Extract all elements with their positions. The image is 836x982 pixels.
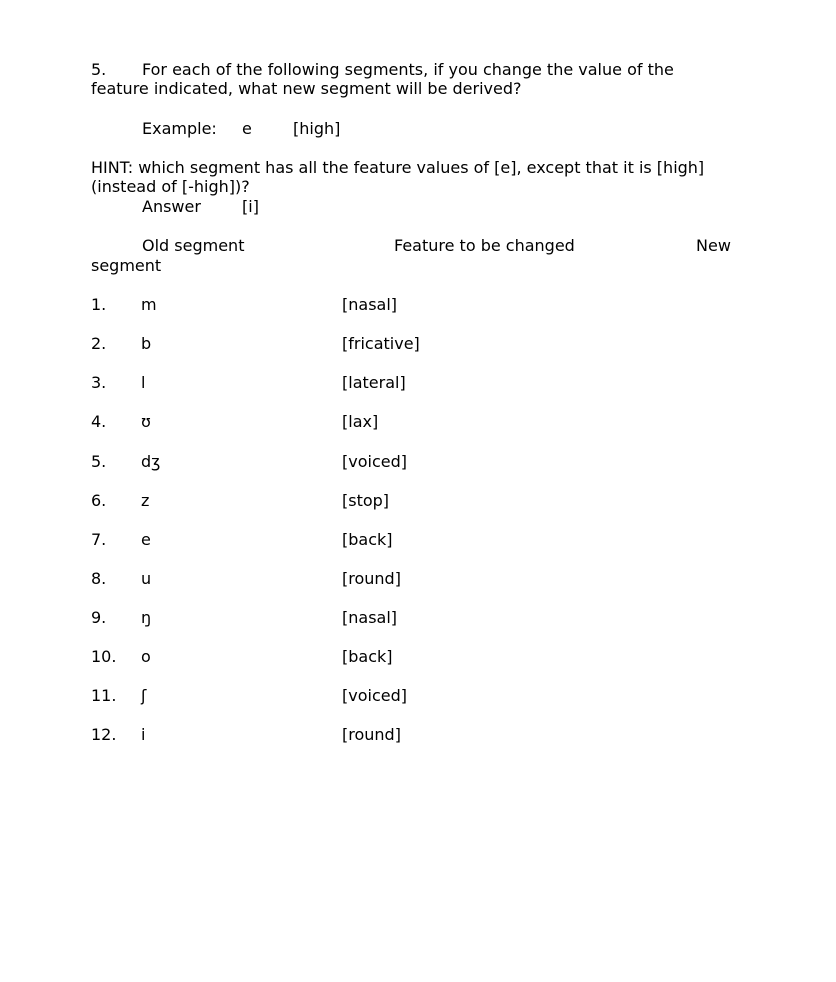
list-item	[91, 725, 751, 744]
list-item	[91, 569, 751, 588]
example-segment: e	[242, 119, 252, 138]
item-segment: o	[141, 647, 151, 666]
list-item	[91, 452, 751, 471]
list-item	[91, 608, 751, 627]
header-new: New	[696, 236, 731, 255]
item-segment: ʃ	[141, 686, 147, 705]
item-number: 4.	[91, 412, 107, 431]
item-segment: e	[141, 530, 151, 549]
item-feature: [voiced]	[342, 686, 407, 705]
item-feature: [lateral]	[342, 373, 406, 392]
question-number: 5.	[91, 60, 107, 79]
item-number: 1.	[91, 295, 107, 314]
list-item	[91, 647, 751, 666]
item-segment: u	[141, 569, 152, 588]
hint-line-2: (instead of [-high])?	[91, 177, 250, 196]
item-feature: [round]	[342, 569, 401, 588]
item-segment: l	[141, 373, 146, 392]
item-feature: [fricative]	[342, 334, 420, 353]
item-number: 7.	[91, 530, 107, 549]
question-line-1	[91, 60, 674, 79]
item-segment: m	[141, 295, 157, 314]
answer-label: Answer	[142, 197, 201, 216]
list-item	[91, 334, 751, 353]
item-segment: b	[141, 334, 152, 353]
list-item	[91, 491, 751, 510]
item-number: 6.	[91, 491, 107, 510]
question-text-2: feature indicated, what new segment will be derived?	[91, 79, 522, 98]
list-item	[91, 686, 751, 705]
item-segment: ŋ	[141, 608, 152, 627]
item-feature: [nasal]	[342, 295, 398, 314]
item-feature: [back]	[342, 530, 393, 549]
item-segment: i	[141, 725, 146, 744]
item-feature: [voiced]	[342, 452, 407, 471]
answer-value: [i]	[242, 197, 259, 216]
item-feature: [stop]	[342, 491, 390, 510]
item-segment: ʊ	[141, 412, 151, 431]
list-item	[91, 373, 751, 392]
item-feature: [round]	[342, 725, 401, 744]
header-old-segment: Old segment	[142, 236, 245, 255]
item-number: 9.	[91, 608, 107, 627]
example-feature: [high]	[293, 119, 341, 138]
item-number: 3.	[91, 373, 107, 392]
item-number: 2.	[91, 334, 107, 353]
item-feature: [nasal]	[342, 608, 398, 627]
example-label: Example:	[142, 119, 217, 138]
question-text-1: For each of the following segments, if you change the value of the	[142, 60, 674, 79]
hint-line-1: HINT: which segment has all the feature values of [e], except that it is [high]	[91, 158, 705, 177]
item-feature: [back]	[342, 647, 393, 666]
item-number: 12.	[91, 725, 117, 744]
list-item	[91, 295, 751, 314]
list-item	[91, 412, 751, 431]
item-number: 5.	[91, 452, 107, 471]
item-segment: dʒ	[141, 452, 161, 471]
item-number: 10.	[91, 647, 117, 666]
item-number: 11.	[91, 686, 117, 705]
item-number: 8.	[91, 569, 107, 588]
header-feature: Feature to be changed	[394, 236, 575, 255]
header-new-continued: segment	[91, 256, 162, 275]
list-item	[91, 530, 751, 549]
item-segment: z	[141, 491, 150, 510]
item-feature: [lax]	[342, 412, 379, 431]
